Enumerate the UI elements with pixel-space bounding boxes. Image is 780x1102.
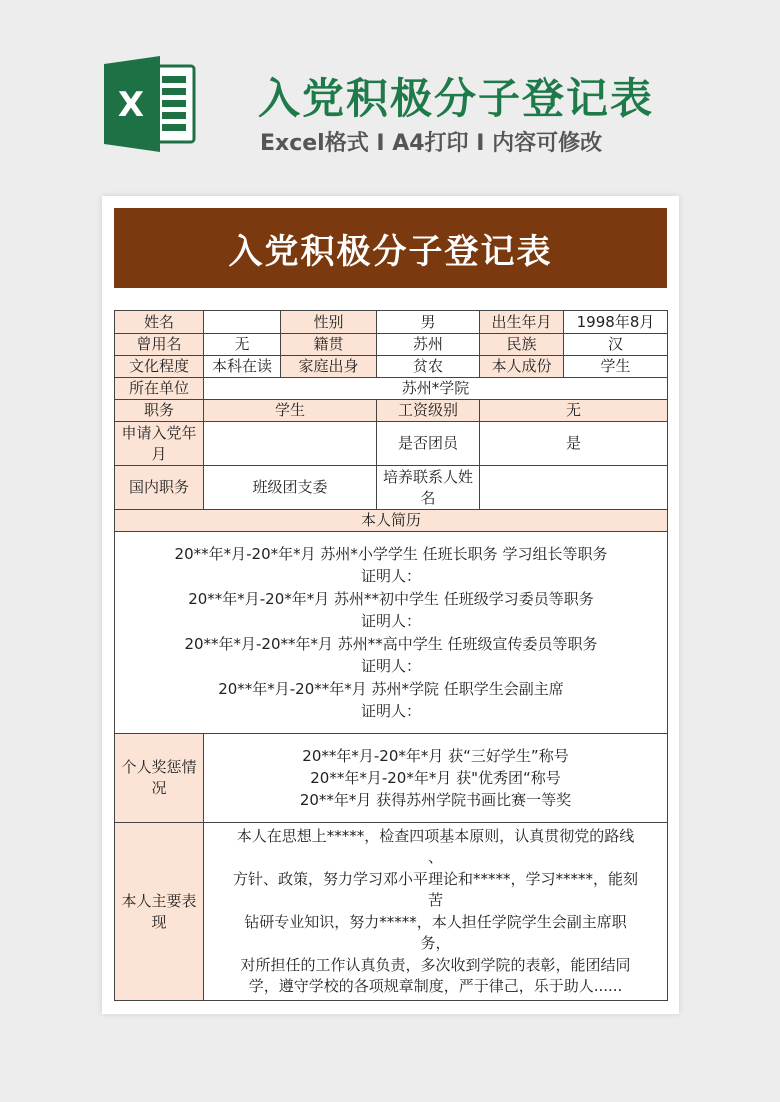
form-row <box>115 466 668 510</box>
form-row <box>115 422 668 466</box>
form-row <box>115 734 668 823</box>
excel-icon-letter: X <box>117 85 145 125</box>
excel-icon <box>100 54 200 154</box>
personal-status-value[interactable]: 学生 <box>564 356 668 378</box>
resume-line: 20**年*月-20*年*月 苏州*小学学生 任班长职务 学习组长等职务 <box>174 544 608 563</box>
form-row <box>115 510 668 532</box>
education-label: 文化程度 <box>115 356 204 378</box>
education-value[interactable]: 本科在读 <box>204 356 281 378</box>
form-row <box>115 532 668 734</box>
page-title: 入党积极分子登记表 <box>258 74 655 123</box>
name-value[interactable] <box>204 311 281 334</box>
domestic-duty-label: 国内职务 <box>115 466 204 510</box>
performance-line: 钻研专业知识，努力*****，本人担任学院学生会副主席职 <box>244 912 627 931</box>
performance-line: 、 <box>427 848 443 866</box>
duty-value[interactable]: 学生 <box>204 400 377 422</box>
performance-line: 方针、政策，努力学习邓小平理论和*****，学习*****，能刻 <box>232 869 638 888</box>
league-member-label: 是否团员 <box>377 422 480 466</box>
award-line: 20**年*月-20*年*月 获“三好学生”称号 <box>302 747 569 765</box>
registration-form <box>114 310 668 1001</box>
former-name-label: 曾用名 <box>115 334 204 356</box>
performance-content[interactable] <box>204 823 668 1001</box>
name-label: 姓名 <box>115 311 204 334</box>
performance-line: 对所担任的工作认真负责，多次收到学院的表彰，能团结同 <box>240 955 631 974</box>
birth-value[interactable]: 1998年8月 <box>564 311 668 334</box>
domestic-duty-value[interactable]: 班级团支委 <box>204 466 377 510</box>
page-header <box>0 0 780 195</box>
league-member-value[interactable]: 是 <box>480 422 668 466</box>
resume-line: 证明人： <box>360 567 421 585</box>
award-line: 20**年*月-20*年*月 获"优秀团“称号 <box>310 769 561 787</box>
personal-status-label: 本人成份 <box>480 356 564 378</box>
family-origin-value[interactable]: 贫农 <box>377 356 480 378</box>
page-subtitle: Excel格式 I A4打印 I 内容可修改 <box>260 131 603 156</box>
family-origin-label: 家庭出身 <box>281 356 377 378</box>
wage-level-label: 工资级别 <box>377 400 480 422</box>
resume-header: 本人简历 <box>115 510 668 532</box>
performance-line: 学，遵守学校的各项规章制度，严于律己，乐于助人...... <box>248 977 623 995</box>
form-title: 入党积极分子登记表 <box>228 231 553 272</box>
resume-line: 证明人： <box>360 657 421 675</box>
performance-label: 本人主要表现 <box>115 823 204 1001</box>
native-place-value[interactable]: 苏州 <box>377 334 480 356</box>
resume-line: 证明人： <box>360 702 421 720</box>
unit-label: 所在单位 <box>115 378 204 400</box>
award-line: 20**年*月 获得苏州学院书画比赛一等奖 <box>299 791 572 809</box>
gender-label: 性别 <box>281 311 377 334</box>
ethnic-label: 民族 <box>480 334 564 356</box>
form-row <box>115 311 668 334</box>
resume-line: 证明人： <box>360 612 421 630</box>
resume-content[interactable] <box>115 532 668 734</box>
resume-line: 20**年*月-20**年*月 苏州*学院 任职学生会副主席 <box>218 679 564 698</box>
performance-line: 本人在思想上*****，检查四项基本原则，认真贯彻党的路线 <box>236 826 635 845</box>
former-name-value[interactable]: 无 <box>204 334 281 356</box>
unit-value[interactable]: 苏州*学院 <box>204 378 668 400</box>
document-card <box>102 196 679 1014</box>
duty-label: 职务 <box>115 400 204 422</box>
performance-line: 务， <box>420 934 451 952</box>
apply-date-value[interactable] <box>204 422 377 466</box>
resume-line: 20**年*月-20**年*月 苏州**高中学生 任班级宣传委员等职务 <box>184 634 598 653</box>
resume-line: 20**年*月-20*年*月 苏州**初中学生 任班级学习委员等职务 <box>188 589 594 608</box>
awards-label: 个人奖惩情况 <box>115 734 204 823</box>
contact-person-value[interactable] <box>480 466 668 510</box>
form-row <box>115 378 668 400</box>
birth-label: 出生年月 <box>480 311 564 334</box>
ethnic-value[interactable]: 汉 <box>564 334 668 356</box>
form-banner <box>114 208 667 288</box>
native-place-label: 籍贯 <box>281 334 377 356</box>
contact-person-label: 培养联系人姓名 <box>377 466 480 510</box>
gender-value[interactable]: 男 <box>377 311 480 334</box>
form-row <box>115 400 668 422</box>
awards-content[interactable] <box>204 734 668 823</box>
form-row <box>115 334 668 356</box>
form-row <box>115 356 668 378</box>
performance-line: 苦 <box>427 891 443 909</box>
apply-date-label: 申请入党年月 <box>115 422 204 466</box>
form-row <box>115 823 668 1001</box>
wage-level-value[interactable]: 无 <box>480 400 668 422</box>
